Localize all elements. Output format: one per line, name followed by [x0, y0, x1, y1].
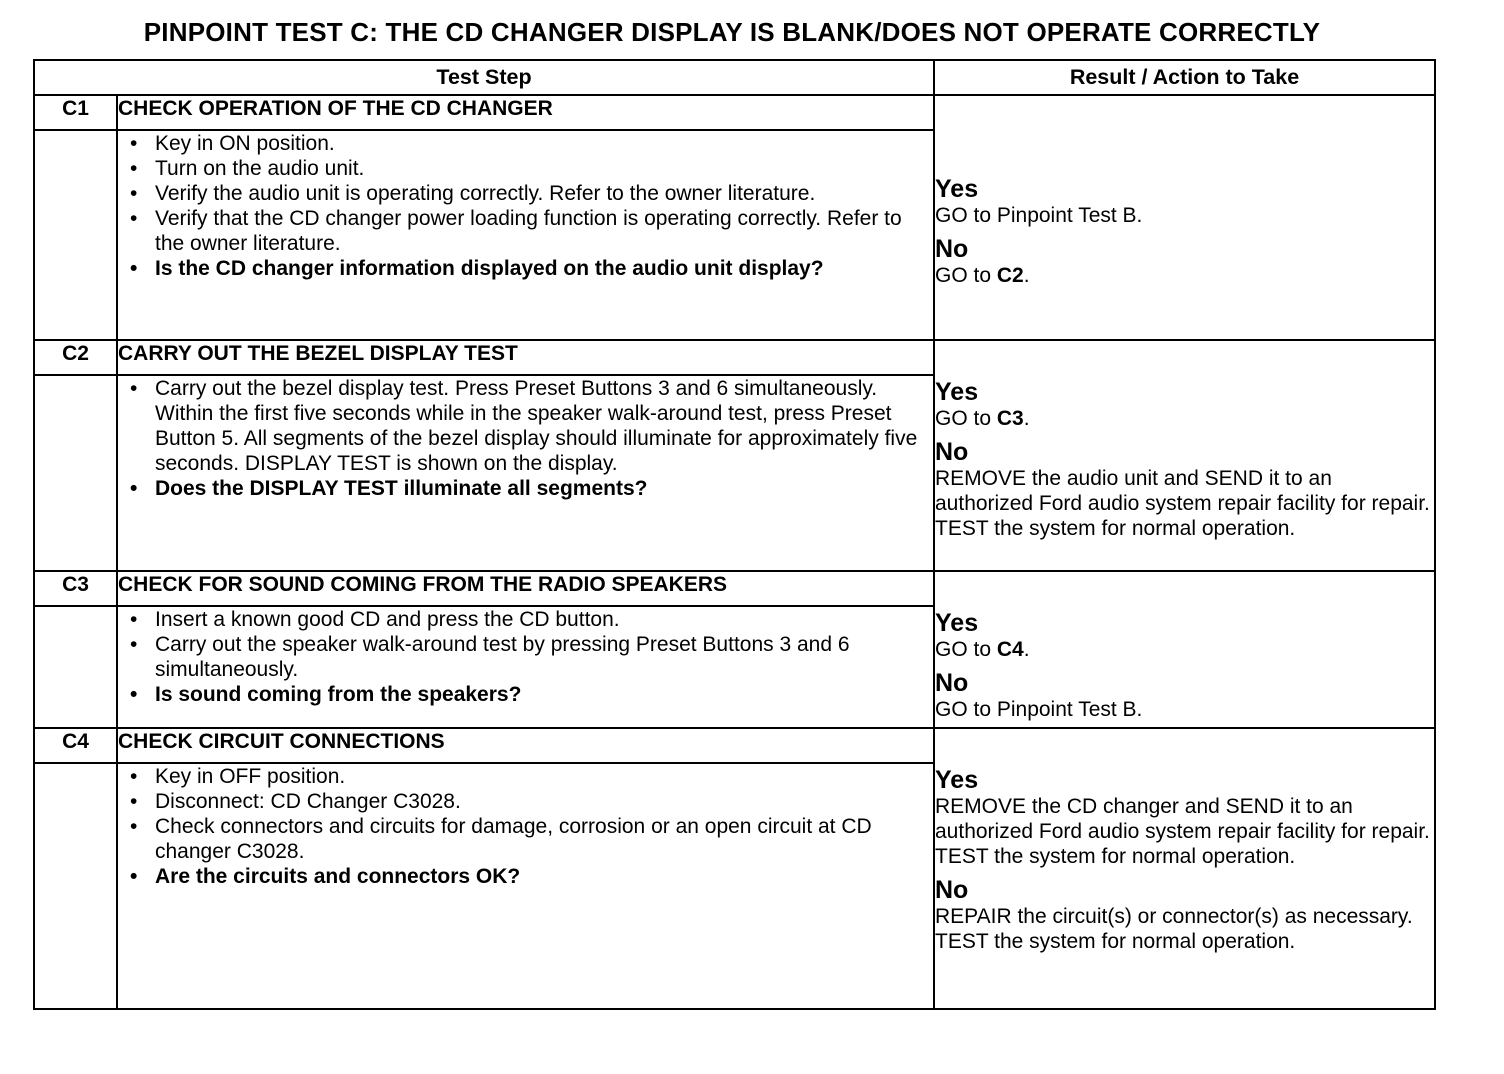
step-id: C4	[34, 728, 117, 763]
no-result	[935, 236, 1434, 288]
action-item: • Verify the audio unit is operating correctly. Refer to the owner literature.	[118, 181, 933, 206]
step-c1-title-row	[34, 95, 1435, 130]
yes-result	[935, 610, 1434, 662]
no-result	[935, 670, 1434, 722]
pinpoint-test-table	[33, 59, 1436, 1010]
step-c1-result	[934, 95, 1435, 340]
no-text: REPAIR the circuit(s) or connector(s) as necessary. TEST the system for normal operation.	[935, 905, 1413, 953]
step-c2-title-row	[34, 340, 1435, 375]
step-actions	[117, 130, 934, 340]
yes-text-prefix: GO to	[935, 407, 997, 430]
no-label: No	[935, 438, 969, 466]
step-id: C2	[34, 340, 117, 375]
table-header-row	[34, 60, 1435, 95]
step-c4-title-row	[34, 728, 1435, 763]
step-c4-result	[934, 728, 1435, 1009]
yes-label: Yes	[935, 609, 979, 637]
no-label: No	[935, 669, 969, 697]
no-result	[935, 439, 1434, 541]
yes-step-ref: C3	[996, 407, 1024, 430]
step-actions	[117, 606, 934, 728]
header-result-action: Result / Action to Take	[934, 60, 1435, 95]
action-list	[118, 376, 933, 501]
action-list	[118, 607, 933, 707]
yes-text-suffix: .	[1023, 638, 1030, 661]
yes-label: Yes	[935, 766, 979, 794]
action-item: • Key in ON position.	[118, 131, 933, 156]
page-title: PINPOINT TEST C: THE CD CHANGER DISPLAY IS BLANK/DOES NOT OPERATE CORRECTLY	[143, 17, 1321, 47]
no-text: REMOVE the audio unit and SEND it to an authorized Ford audio system repair facility for repair. TEST the system for normal operation.	[935, 467, 1430, 540]
yes-step-ref: C4	[996, 638, 1024, 661]
no-label: No	[935, 235, 969, 263]
step-id-spacer	[34, 375, 117, 571]
action-item: • Check connectors and circuits for damage, corrosion or an open circuit at CD changer C3028.	[118, 814, 933, 864]
no-label: No	[935, 876, 969, 904]
action-item: • Key in OFF position.	[118, 764, 933, 789]
no-text-prefix: GO to	[935, 264, 997, 287]
step-title: CHECK CIRCUIT CONNECTIONS	[117, 728, 934, 763]
step-id: C3	[34, 571, 117, 606]
step-id-spacer	[34, 606, 117, 728]
action-item: • Verify that the CD changer power loading function is operating correctly. Refer to the owner literature.	[118, 206, 933, 256]
yes-text	[935, 406, 1434, 431]
step-id-spacer	[34, 763, 117, 1009]
no-text: GO to Pinpoint Test B.	[935, 698, 1143, 721]
question-item: • Is the CD changer information displayed on the audio unit display?	[118, 256, 933, 281]
yes-text: REMOVE the CD changer and SEND it to an authorized Ford audio system repair facility for repair. TEST the system for normal operation.	[935, 795, 1430, 868]
step-id: C1	[34, 95, 117, 130]
action-list	[118, 131, 933, 281]
step-actions	[117, 375, 934, 571]
yes-text: GO to Pinpoint Test B.	[935, 204, 1143, 227]
no-text-suffix: .	[1023, 264, 1030, 287]
question-item: • Is sound coming from the speakers?	[118, 682, 933, 707]
step-title: CHECK OPERATION OF THE CD CHANGER	[117, 95, 934, 130]
step-actions	[117, 763, 934, 1009]
step-id-spacer	[34, 130, 117, 340]
action-item: • Carry out the speaker walk-around test by pressing Preset Buttons 3 and 6 simultaneously.	[118, 632, 933, 682]
yes-label: Yes	[935, 175, 979, 203]
no-text	[935, 263, 1434, 288]
step-title: CHECK FOR SOUND COMING FROM THE RADIO SPEAKERS	[117, 571, 934, 606]
action-item: • Turn on the audio unit.	[118, 156, 933, 181]
step-c2-result	[934, 340, 1435, 571]
yes-result	[935, 379, 1434, 431]
no-step-ref: C2	[996, 264, 1024, 287]
question-item: • Does the DISPLAY TEST illuminate all segments?	[118, 476, 933, 501]
no-result	[935, 877, 1434, 954]
yes-label: Yes	[935, 378, 979, 406]
action-list	[118, 764, 933, 889]
yes-text	[935, 637, 1434, 662]
action-item: • Carry out the bezel display test. Press Preset Buttons 3 and 6 simultaneously. Within the first five seconds while in the speaker walk-around test, press Preset Button 5. All segments of the bezel display should illuminate for approximately five seconds. DISPLAY TEST is shown on the display.	[118, 376, 933, 476]
step-c3-result	[934, 571, 1435, 728]
step-c3-title-row	[34, 571, 1435, 606]
yes-result	[935, 176, 1434, 228]
action-item: • Insert a known good CD and press the CD button.	[118, 607, 933, 632]
step-title: CARRY OUT THE BEZEL DISPLAY TEST	[117, 340, 934, 375]
question-item: • Are the circuits and connectors OK?	[118, 864, 933, 889]
header-test-step: Test Step	[34, 60, 934, 95]
action-item: • Disconnect: CD Changer C3028.	[118, 789, 933, 814]
yes-text-suffix: .	[1023, 407, 1030, 430]
yes-text-prefix: GO to	[935, 638, 997, 661]
yes-result	[935, 767, 1434, 869]
